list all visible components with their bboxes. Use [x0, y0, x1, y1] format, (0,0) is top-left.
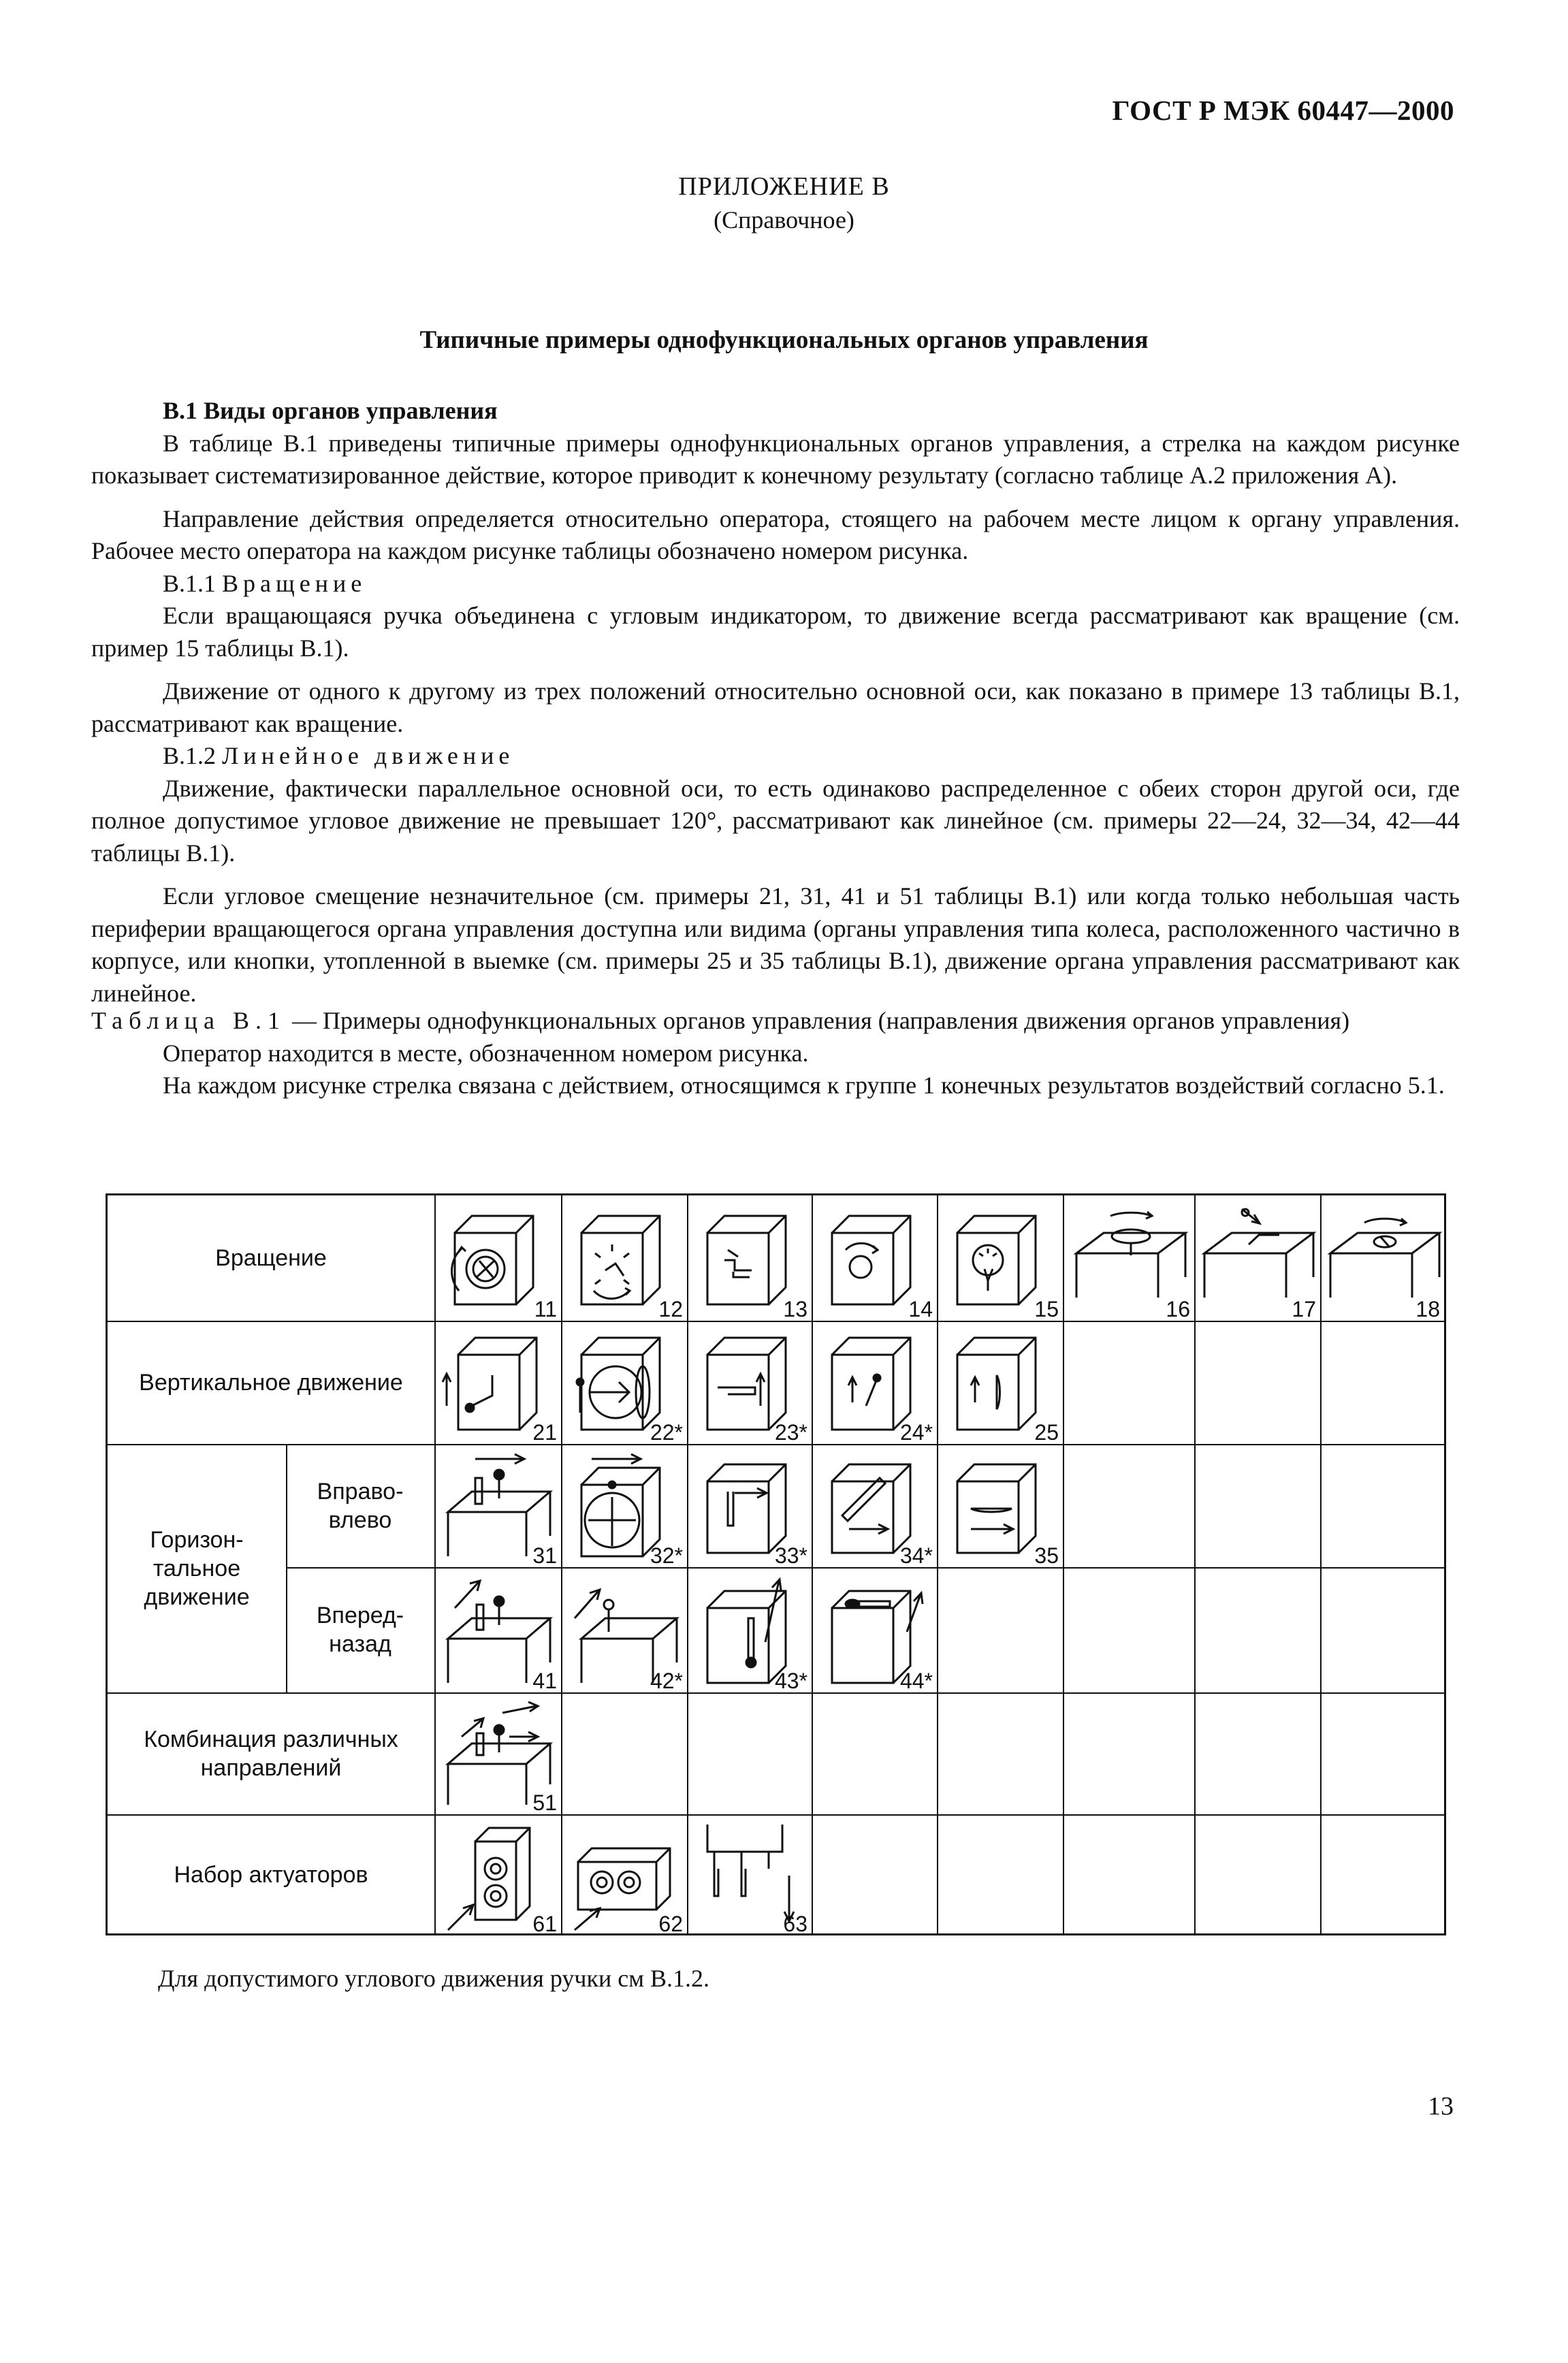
- figure-cell: [812, 1195, 937, 1321]
- main-heading: Типичные примеры однофункциональных органов управления: [419, 326, 1149, 354]
- figure-number: 13: [783, 1297, 807, 1321]
- figure-cell: [434, 1195, 561, 1321]
- figure-cell: [937, 1321, 1063, 1444]
- row-label-actuator-set: Набор актуаторов: [174, 1862, 368, 1888]
- paragraph: В таблице B.1 приведены типичные примеры однофункциональных органов управления, а стрелка на каждом рисунке показывает систематизированное действие, которое приводит к конечному результату (согласно таблице A.2 приложения A).: [91, 429, 1460, 489]
- figure-number: 15: [1034, 1297, 1059, 1321]
- row-label-vertical: Вертикальное движение: [139, 1369, 403, 1396]
- figure-cell: [687, 1814, 812, 1935]
- figure-number: 18: [1415, 1297, 1440, 1321]
- figure-cell: [434, 1444, 561, 1567]
- table-label: Таблица B.1: [91, 1007, 286, 1034]
- figure-number: 42*: [650, 1669, 683, 1693]
- figure-cell: [937, 1195, 1063, 1321]
- figure-number: 23*: [774, 1420, 807, 1445]
- figure-cell: [1194, 1195, 1320, 1321]
- row-label-forward-back: Вперед- назад: [316, 1603, 404, 1657]
- figure-cell: [434, 1567, 561, 1692]
- figure-cell: [687, 1321, 812, 1444]
- subsection-b11-heading: [91, 568, 1460, 600]
- figure-number: 16: [1166, 1297, 1190, 1321]
- figure-cell: [561, 1814, 687, 1935]
- subsection-title: Линейное движение: [222, 742, 515, 769]
- figure-cell: [561, 1195, 687, 1321]
- subsection-title: Вращение: [222, 569, 367, 597]
- figure-cell: [434, 1692, 561, 1814]
- figure-cell: [1320, 1195, 1444, 1321]
- table-note: Оператор находится в месте, обозначенном номером рисунка.: [163, 1039, 809, 1067]
- row-label-left-right: Вправо- влево: [317, 1478, 404, 1533]
- figure-number: 51: [532, 1790, 557, 1815]
- figure-cell: [812, 1444, 937, 1567]
- paragraph: Движение от одного к другому из трех положений относительно основной оси, как показано в примере 13 таблицы B.1, рассматривают как вращение.: [91, 677, 1460, 737]
- row-label-horizontal: Горизон- тальное движение: [144, 1526, 250, 1610]
- figure-cell: [561, 1567, 687, 1692]
- figure-number: 31: [532, 1543, 557, 1568]
- figure-number: 62: [658, 1912, 683, 1936]
- figure-number: 43*: [774, 1669, 807, 1693]
- figure-number: 22*: [650, 1420, 683, 1445]
- appendix-subtitle: (Справочное): [714, 206, 854, 234]
- figure-number: 24*: [899, 1420, 933, 1445]
- figure-cell: [812, 1567, 937, 1692]
- row-label-rotation: Вращение: [215, 1245, 327, 1271]
- figure-cell: [434, 1321, 561, 1444]
- figure-number: 11: [534, 1297, 557, 1321]
- figure-number: 14: [908, 1297, 933, 1321]
- table-caption: [91, 1005, 1460, 1102]
- paragraph: Движение, фактически параллельное основной оси, то есть одинаково распределенное с обеих сторон другой оси, где полное допустимое угловое движение не превышает 120°, рассматривают как линейное (см. примеры 22—24, 32—34, 42—44 таблицы B.1).: [91, 774, 1460, 867]
- paragraph: Если вращающаяся ручка объединена с угловым индикатором, то движение всегда рассматривают как вращение (см. пример 15 таблицы B.1).: [91, 602, 1460, 662]
- control-examples-table: [106, 1193, 1446, 1935]
- figure-number: 63: [783, 1912, 807, 1936]
- subsection-number: B.1.1: [163, 569, 217, 597]
- figure-number: 17: [1292, 1297, 1316, 1321]
- figure-cell: [561, 1321, 687, 1444]
- figure-cell: [812, 1321, 937, 1444]
- figure-number: 61: [532, 1912, 557, 1936]
- figure-number: 12: [658, 1297, 683, 1321]
- footnote: Для допустимого углового движения ручки см B.1.2.: [158, 1965, 710, 1992]
- figure-cell: [687, 1567, 812, 1692]
- figure-number: 44*: [899, 1669, 933, 1693]
- page-number: 13: [1428, 2092, 1454, 2121]
- figure-cell: [687, 1444, 812, 1567]
- figure-cell: [687, 1195, 812, 1321]
- figure-cell: [937, 1444, 1063, 1567]
- paragraph: Направление действия определяется относительно оператора, стоящего на рабочем месте лицом к органу управления. Рабочее место оператора на каждом рисунке таблицы обозначено номером рисунка.: [91, 504, 1460, 564]
- figure-cell: [434, 1814, 561, 1935]
- standard-code: ГОСТ Р МЭК 60447—2000: [1112, 95, 1454, 126]
- row-label-combination: Комбинация различных направлений: [144, 1726, 398, 1781]
- figure-number: 21: [532, 1420, 557, 1445]
- figure-number: 25: [1034, 1420, 1059, 1445]
- figure-cell: [561, 1444, 687, 1567]
- subsection-number: B.1.2: [163, 742, 217, 769]
- figure-number: 35: [1034, 1543, 1059, 1568]
- appendix-title: ПРИЛОЖЕНИЕ B: [678, 172, 890, 201]
- figure-number: 41: [532, 1669, 557, 1693]
- figure-number: 32*: [650, 1543, 683, 1568]
- table-note: На каждом рисунке стрелка связана с действием, относящимся к группе 1 конечных результатов воздействий согласно 5.1.: [163, 1072, 1445, 1099]
- paragraph: Если угловое смещение незначительное (см. примеры 21, 31, 41 и 51 таблицы B.1) или когда только небольшая часть периферии вращающегося органа управления доступна или видима (органы управления типа колеса, расположенного частично в корпусе, или кнопки, утопленной в выемке (см. примеры 25 и 35 таблицы B.1), движение органа управления рассматривают как линейное.: [91, 882, 1460, 1007]
- section-b1-title: B.1 Виды органов управления: [163, 397, 498, 424]
- figure-cell: [1063, 1195, 1194, 1321]
- table-caption-title: [91, 1005, 1460, 1038]
- subsection-b12-heading: [91, 740, 1460, 773]
- figure-number: 34*: [899, 1543, 933, 1568]
- body-text: [91, 395, 1460, 1010]
- figure-number: 33*: [774, 1543, 807, 1568]
- table-title: — Примеры однофункциональных органов управления (направления движения органов управления): [291, 1007, 1350, 1034]
